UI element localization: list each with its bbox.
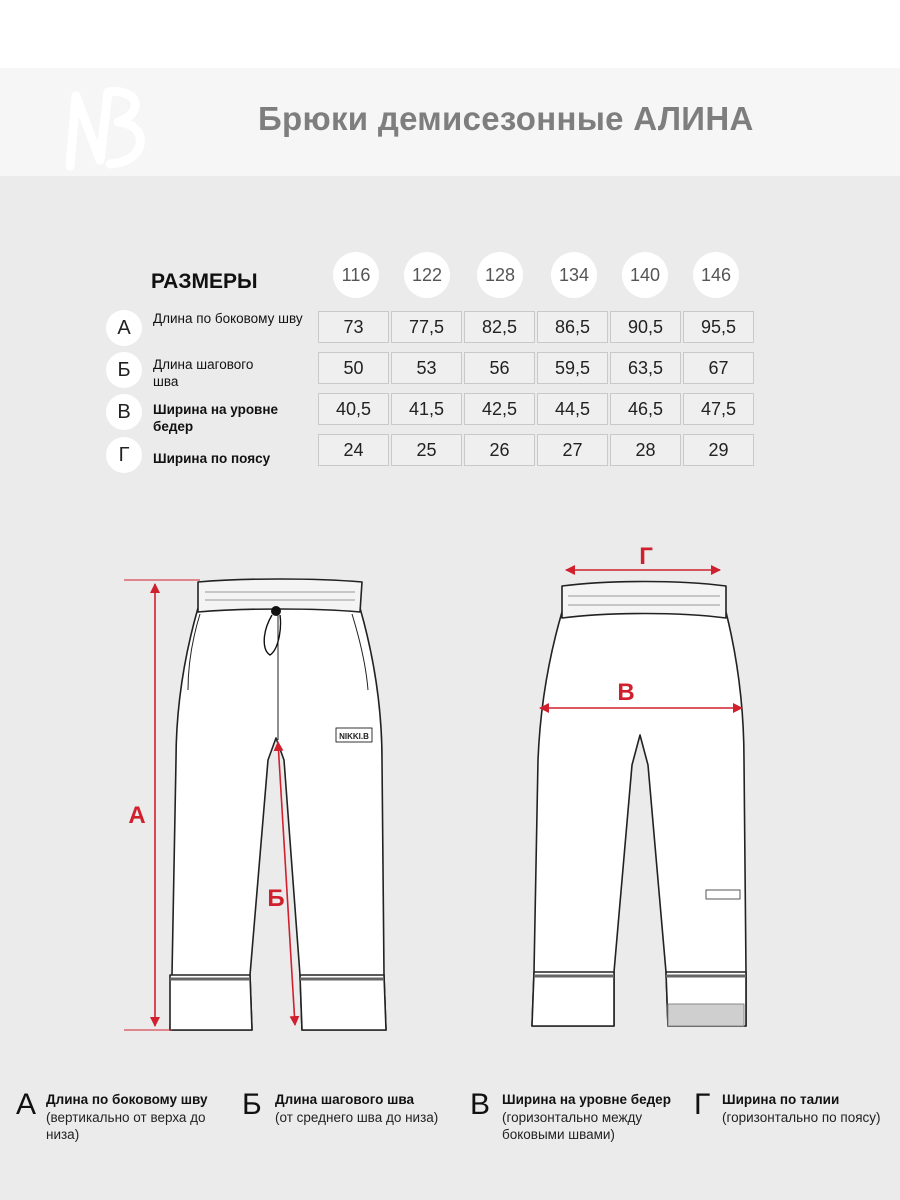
legend-description: (от среднего шва до низа) (275, 1110, 439, 1125)
row-label-b: Длина шагового шва (153, 357, 254, 389)
value-cell: 82,5 (464, 311, 535, 343)
value-cell: 28 (610, 434, 681, 466)
legend-description: (вертикально от верха до низа) (46, 1110, 206, 1142)
front-left-cuff (170, 975, 252, 1030)
row-values-v (318, 393, 756, 427)
value-cell: 24 (318, 434, 389, 466)
row-label-a: Длина по боковому шву (153, 311, 303, 326)
value-cell: 44,5 (537, 393, 608, 425)
value-cell: 50 (318, 352, 389, 384)
back-left-cuff (532, 972, 614, 1026)
value-cell: 42,5 (464, 393, 535, 425)
row-values-g (318, 434, 756, 468)
row-letter-b: Б (106, 352, 142, 388)
size-label-116: 116 (333, 252, 379, 298)
legend-title: Длина по боковому шву (46, 1092, 208, 1107)
value-cell: 25 (391, 434, 462, 466)
row-values-a (318, 311, 756, 345)
value-cell: 41,5 (391, 393, 462, 425)
back-trousers-drawing (532, 582, 746, 1027)
value-cell: 86,5 (537, 311, 608, 343)
sizes-heading: РАЗМЕРЫ (151, 270, 258, 293)
value-cell: 53 (391, 352, 462, 384)
row-label-g: Ширина по поясу (153, 451, 271, 466)
value-cell: 27 (537, 434, 608, 466)
value-cell: 95,5 (683, 311, 754, 343)
measure-g-label: Г (639, 543, 653, 570)
legend-description: (горизонтально по поясу) (722, 1110, 881, 1125)
value-cell: 77,5 (391, 311, 462, 343)
front-trousers-drawing (170, 579, 386, 1030)
value-cell: 90,5 (610, 311, 681, 343)
legend-title: Ширина по талии (722, 1092, 840, 1107)
row-letter-v: В (106, 394, 142, 430)
drawstring-toggle (271, 606, 281, 616)
row-values-b (318, 352, 756, 386)
back-trousers-body (532, 612, 746, 1026)
legend-letter: В (470, 1088, 491, 1121)
value-cell: 73 (318, 311, 389, 343)
value-cell: 40,5 (318, 393, 389, 425)
nb-monogram-logo-icon (58, 78, 158, 178)
row-letter-g: Г (106, 437, 142, 473)
size-label-122: 122 (404, 252, 450, 298)
value-cell: 46,5 (610, 393, 681, 425)
legend-title: Ширина на уровне бедер (502, 1092, 671, 1107)
front-tag-text: NIKKI.B (339, 732, 369, 741)
legend-letter: А (16, 1088, 37, 1121)
size-label-140: 140 (622, 252, 668, 298)
size-label-134: 134 (551, 252, 597, 298)
measure-v-label: В (617, 679, 635, 706)
back-inner-cuff (668, 1004, 744, 1026)
size-label-128: 128 (477, 252, 523, 298)
value-cell: 67 (683, 352, 754, 384)
legend-letter: Б (242, 1088, 262, 1121)
value-cell: 56 (464, 352, 535, 384)
value-cell: 47,5 (683, 393, 754, 425)
legend-description: (горизонтально между боковыми швами) (502, 1110, 643, 1142)
value-cell: 63,5 (610, 352, 681, 384)
top-band (0, 0, 900, 68)
legend-title: Длина шагового шва (275, 1092, 415, 1107)
value-cell: 26 (464, 434, 535, 466)
legend-letter: Г (694, 1088, 711, 1121)
size-label-146: 146 (693, 252, 739, 298)
row-label-v: Ширина на уровне бедер (153, 402, 279, 434)
front-right-cuff (300, 975, 386, 1030)
value-cell: 29 (683, 434, 754, 466)
page-title: Брюки демисезонные АЛИНА (258, 100, 754, 137)
measure-a-label: А (128, 802, 146, 829)
value-cell: 59,5 (537, 352, 608, 384)
back-waistband (562, 582, 726, 619)
trousers-diagram (0, 520, 900, 1040)
row-letter-a: А (106, 310, 142, 346)
back-logo-tag (706, 890, 740, 899)
measure-b-label: Б (267, 885, 285, 912)
front-waistband (198, 579, 362, 612)
